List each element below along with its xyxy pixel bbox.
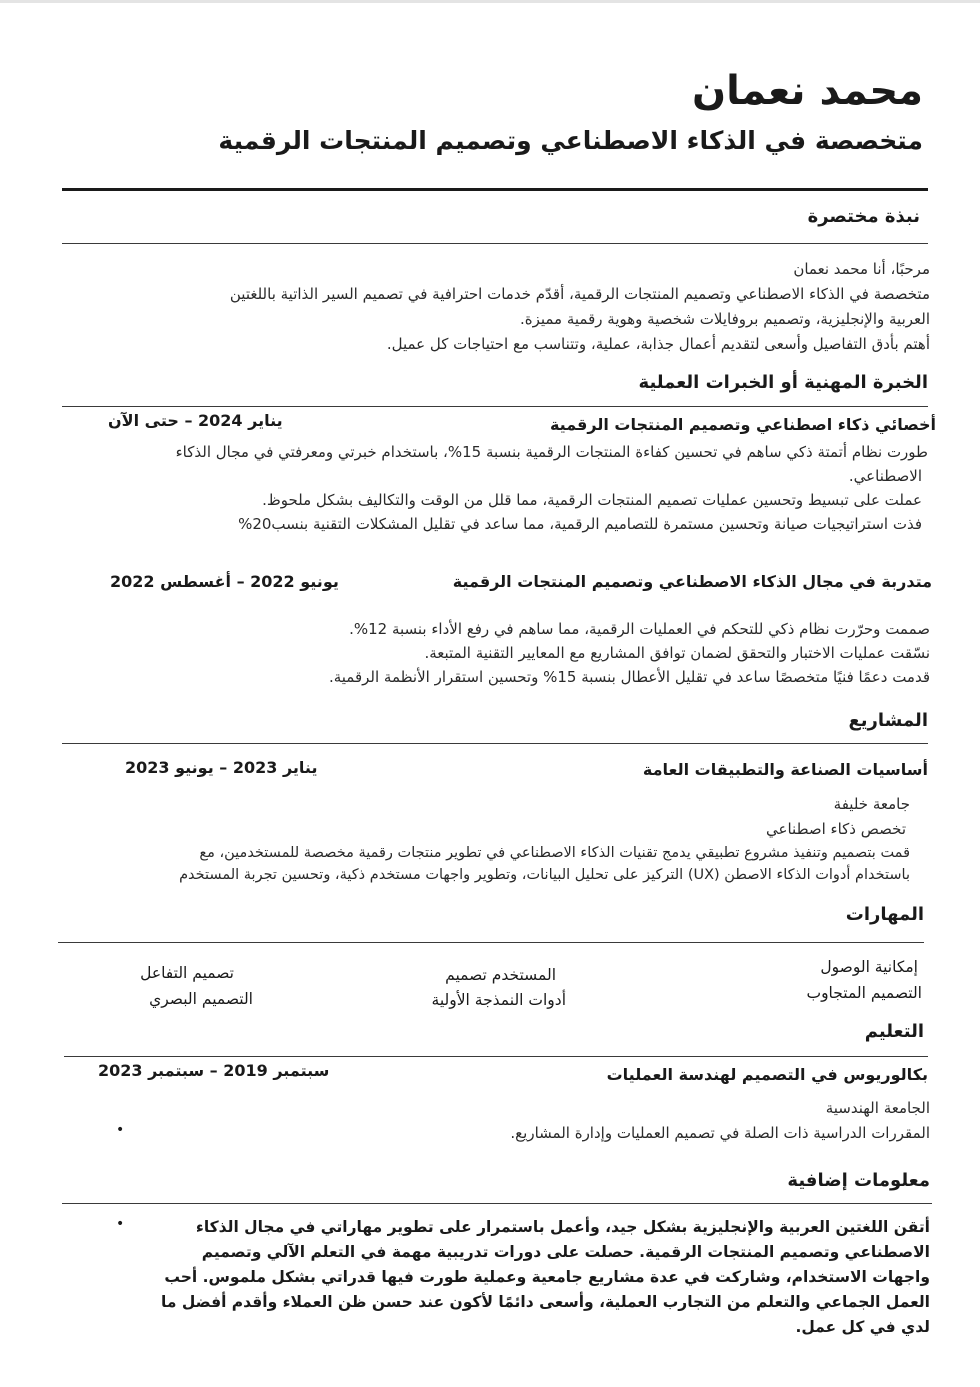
skill-item: إمكانية الوصول [820, 958, 918, 976]
project-field: تخصص ذكاء اصطناعي [766, 820, 906, 838]
education-heading: التعليم [864, 1021, 924, 1042]
experience-heading: الخبرة المهنية أو الخبرات العملية [638, 372, 928, 393]
job-date: يناير 2024 – حتى الآن [108, 411, 283, 430]
summary-divider [62, 243, 928, 244]
education-date: سبتمبر 2019 – سبتمبر 2023 [98, 1061, 330, 1080]
additional-line: لدي في كل عمل. [795, 1318, 930, 1336]
job-bullet-line: فذت استراتيجيات صيانة وتحسين مستمرة للتصاميم الرقمية، مما ساعد في تقليل المشكلات التقنية بنسب20% [238, 515, 922, 533]
degree-title: بكالوريوس في التصميم لهندسة العمليات [606, 1065, 928, 1084]
job-title: متدربة في مجال الذكاء الاصطناعي وتصميم المنتجات الرقمية [452, 572, 932, 591]
skills-heading: المهارات [845, 904, 924, 925]
additional-line: واجهات الاستخدام، وشاركت في عدة مشاريع جامعية وعملية طورت فيها قدراتي بشكل ملموس. أحب [164, 1268, 930, 1286]
project-date: يناير 2023 – يونيو 2023 [125, 758, 318, 777]
job-date: يونيو 2022 – أغسطس 2022 [110, 572, 339, 591]
education-divider [64, 1056, 928, 1057]
project-title: أساسيات الصناعة والتطبيقات العامة [642, 760, 928, 779]
job-bullet-line: صممت وحرّرت نظام ذكي للتحكم في العمليات الرقمية، مما ساهم في رفع الأداء بنسبة 12%. [349, 620, 930, 638]
additional-line: أتقن اللغتين العربية والإنجليزية بشكل جيد، وأعمل باستمرار على تطوير مهاراتي في مجال الذكاء [195, 1218, 930, 1236]
experience-divider [62, 406, 928, 407]
additional-line: العمل الجماعي والتعلم من التجارب العملية، وأسعى دائمًا لأكون عند حسن ظن العملاء وأقدم أفضل ما [161, 1293, 930, 1311]
courses-line: المقررات الدراسية ذات الصلة في تصميم العمليات وإدارة المشاريع. [510, 1124, 930, 1142]
job-bullet-line: الاصطناعي. [848, 467, 922, 485]
job-bullet-line: عملت على تبسيط وتحسين عمليات تصميم المنتجات الرقمية، مما قلل من الوقت والتكاليف بشكل ملحوظ. [262, 491, 922, 509]
projects-divider [62, 743, 928, 744]
project-org: جامعة خليفة [833, 795, 910, 813]
additional-line: الاصطناعي وتصميم المنتجات الرقمية. حصلت على دورات تدريبية مهمة في التعلم الآلي وتصميم [201, 1243, 930, 1261]
projects-heading: المشاريع [848, 710, 928, 731]
job-title: أخصائي ذكاء اصطناعي وتصميم المنتجات الرقمية [549, 415, 936, 434]
school-name: الجامعة الهندسية [825, 1099, 930, 1117]
job-bullet-line: قدمت دعمًا فنيًا متخصصًا ساعد في تقليل الأعطال بنسبة 15% وتحسين استقرار الأنظمة الرقمية. [328, 668, 930, 686]
additional-divider [62, 1203, 932, 1204]
summary-heading: نبذة مختصرة [807, 206, 920, 227]
skill-item: التصميم المتجاوب [806, 984, 922, 1002]
project-description-line: قمت بتصميم وتنفيذ مشروع تطبيقي يدمج تقنيات الذكاء الاصطناعي في تطوير منتجات رقمية مخصصة للمستخدمين، مع [199, 845, 910, 861]
summary-line: العربية والإنجليزية، وتصميم بروفايلات شخصية وهوية رقمية مميزة. [519, 310, 930, 328]
skill-item: أدوات النمذجة الأولية [431, 991, 566, 1009]
summary-line: متخصصة في الذكاء الاصطناعي وتصميم المنتجات الرقمية، أقدّم خدمات احترافية في تصميم السير الذاتية باللغتين [229, 285, 930, 303]
person-name: محمد نعمان [691, 68, 923, 114]
job-headline: متخصصة في الذكاء الاصطناعي وتصميم المنتجات الرقمية [218, 126, 923, 155]
bullet-marker: • [116, 1122, 125, 1138]
skill-item: المستخدم تصميم [445, 966, 556, 984]
top-border [0, 0, 980, 3]
summary-line: مرحبًا، أنا محمد نعمان [793, 260, 930, 278]
job-bullet-line: نسّقت عمليات الاختبار والتحقق لضمان توافق المشاريع مع المعايير التقنية المتبعة. [424, 644, 930, 662]
summary-line: أهتم بأدق التفاصيل وأسعى لتقديم أعمال جذابة، عملية، وتتناسب مع احتياجات كل عميل. [386, 335, 930, 353]
job-bullet-line: طورت نظام أتمتة ذكي ساهم في تحسين كفاءة المنتجات الرقمية بنسبة 15%، باستخدام خبرتي ومعرفتي في مجال الذكاء [175, 443, 928, 461]
skills-divider [58, 942, 924, 943]
bullet-marker: • [116, 1216, 125, 1232]
project-description-line: باستخدام أدوات الذكاء الاصطن (UX) التركيز على تحليل البيانات، وتطوير واجهات مستخدم ذكية، وتحسين تجربة المستخدم [179, 867, 910, 883]
additional-heading: معلومات إضافية [787, 1170, 930, 1191]
header-divider [62, 188, 928, 191]
skill-item: التصميم البصري [149, 990, 253, 1008]
skill-item: تصميم التفاعل [140, 964, 234, 982]
